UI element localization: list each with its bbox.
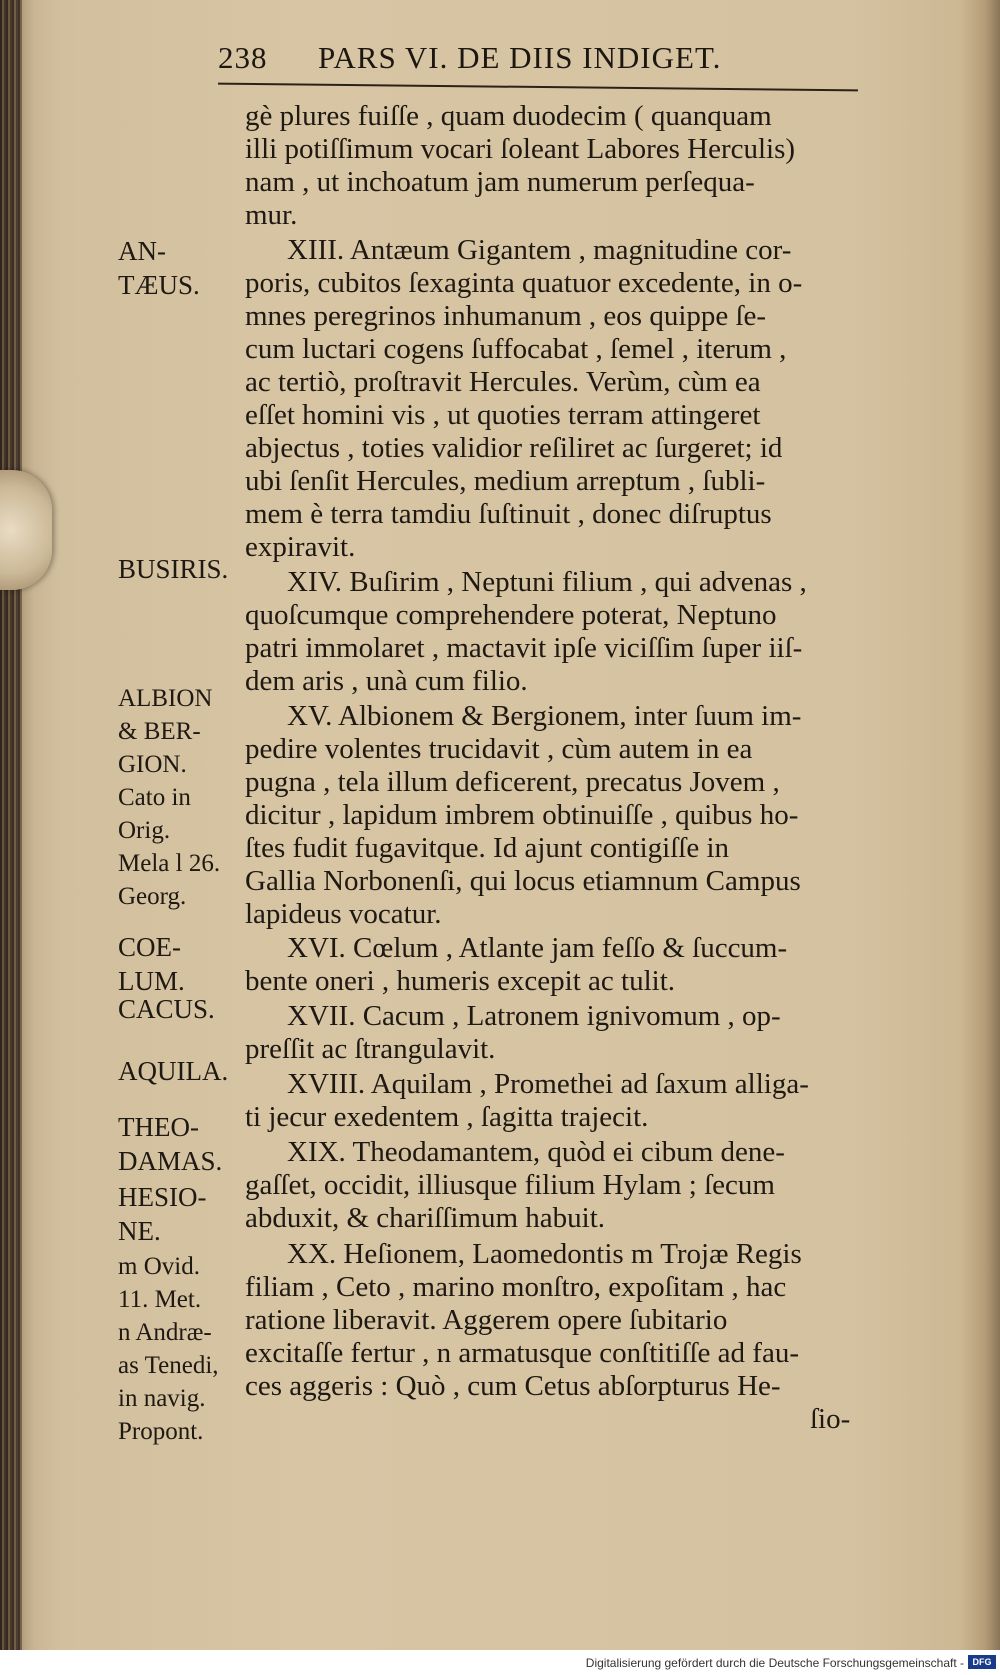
text-line: gaſſet, occidit, illiusque filium Hylam ; ſecum <box>245 1169 775 1201</box>
text-line: preſſit ac ſtrangulavit. <box>245 1033 496 1065</box>
text-line: eſſet homini vis , ut quoties terram attingeret <box>245 399 761 431</box>
text-line: abjectus , toties validior reſiliret ac ſurgeret; id <box>245 432 783 464</box>
text-line: quoſcumque comprehendere poterat, Neptuno <box>245 599 777 631</box>
text-line: poris, cubitos ſexaginta quatuor excedente, in o- <box>245 267 803 299</box>
margin-note-hesione: HESIO- NE. <box>118 1182 207 1246</box>
margin-note-albion: ALBION & BER- GION. Cato in Orig. Mela l 26. Georg. <box>118 685 221 910</box>
footer-bar <box>0 1650 1000 1675</box>
text-line: XVII. Cacum , Latronem ignivomum , op- <box>287 1000 781 1032</box>
text-line: patri immolaret , mactavit ipſe viciſſim ſuper iiſ- <box>245 632 803 664</box>
margin-note-antaeus: AN- TÆUS. <box>118 236 200 300</box>
text-line: ac tertiò, proſtravit Hercules. Verùm, cùm ea <box>245 366 761 398</box>
text-line: XVIII. Aquilam , Promethei ad ſaxum alliga- <box>287 1068 809 1100</box>
margin-note-busiris: BUSIRIS. <box>118 554 229 584</box>
text-line: bente oneri , humeris excepit ac tulit. <box>245 965 676 997</box>
text-line: expiravit. <box>245 531 356 563</box>
text-line: XVI. Cœlum , Atlante jam feſſo & ſuccum- <box>287 932 788 964</box>
text-line: pugna , tela illum deficerent, precatus Jovem , <box>245 766 780 798</box>
margin-note-cacus: CACUS. <box>118 994 215 1024</box>
dfg-logo: DFG <box>968 1655 996 1669</box>
text-line: pedire volentes trucidavit , cùm autem in ea <box>245 733 753 765</box>
text-line: dicitur , lapidum imbrem obtinuiſſe , quibus ho- <box>245 799 799 831</box>
running-title: PARS VI. DE DIIS INDIGET. <box>318 40 722 75</box>
margin-note-coelum: COE- LUM. <box>118 932 185 996</box>
margin-note-theodamas: THEO- DAMAS. <box>118 1112 223 1176</box>
text-line: ratione liberavit. Aggerem opere ſubitario <box>245 1304 728 1336</box>
text-line: filiam , Ceto , marino monſtro, expoſitam , hac <box>245 1271 787 1303</box>
text-line: XIII. Antæum Gigantem , magnitudine cor- <box>287 234 792 266</box>
page-content <box>40 12 975 1642</box>
text-line: cum luctari cogens ſuffocabat , ſemel , iterum , <box>245 333 787 365</box>
margin-note-ovid: m Ovid. 11. Met. n Andræ- as Tenedi, in navig. Propont. <box>118 1253 219 1445</box>
book-fore-edge <box>0 0 22 1650</box>
text-line: XIV. Buſirim , Neptuni filium , qui advenas , <box>287 566 807 598</box>
text-line: dem aris , unà cum filio. <box>245 665 528 697</box>
text-line: ti jecur exedentem , ſagitta trajecit. <box>245 1101 649 1133</box>
text-line: Gallia Norbonenſi, qui locus etiamnum Campus <box>245 865 801 897</box>
text-line: lapideus vocatur. <box>245 898 442 930</box>
text-line: XX. Heſionem, Laomedontis m Trojæ Regis <box>287 1238 802 1270</box>
text-line: gè plures fuiſſe , quam duodecim ( quanquam <box>245 100 772 132</box>
text-line: illi potiſſimum vocari ſoleant Labores Herculis) <box>245 133 796 165</box>
text-line: mem è terra tamdiu ſuſtinuit , donec diſruptus <box>245 498 772 530</box>
text-line: excitaſſe fertur , n armatusque conſtitiſſe ad fau- <box>245 1337 799 1369</box>
text-line: mnes peregrinos inhumanum , eos quippe ſe- <box>245 300 767 332</box>
text-line: ſtes fudit fugavitque. Id ajunt contigiſſe in <box>245 832 730 864</box>
text-line: abduxit, & chariſſimum habuit. <box>245 1202 606 1234</box>
text-line: ſio- <box>810 1403 851 1435</box>
text-line: nam , ut inchoatum jam numerum perſequa- <box>245 166 755 198</box>
text-line: XIX. Theodamantem, quòd ei cibum dene- <box>287 1136 785 1168</box>
page-number: 238 <box>218 40 268 75</box>
text-line: ubi ſenſit Hercules, medium arreptum , ſubli- <box>245 465 766 497</box>
text-line: mur. <box>245 199 298 231</box>
text-line: ces aggeris : Quò , cum Cetus abſorpturus He- <box>245 1370 781 1402</box>
footer-credit: Digitalisierung gefördert durch die Deutsche Forschungsgemeinschaft - <box>585 1656 964 1670</box>
text-line: XV. Albionem & Bergionem, inter ſuum im- <box>287 700 802 732</box>
margin-note-aquila: AQUILA. <box>118 1056 229 1086</box>
